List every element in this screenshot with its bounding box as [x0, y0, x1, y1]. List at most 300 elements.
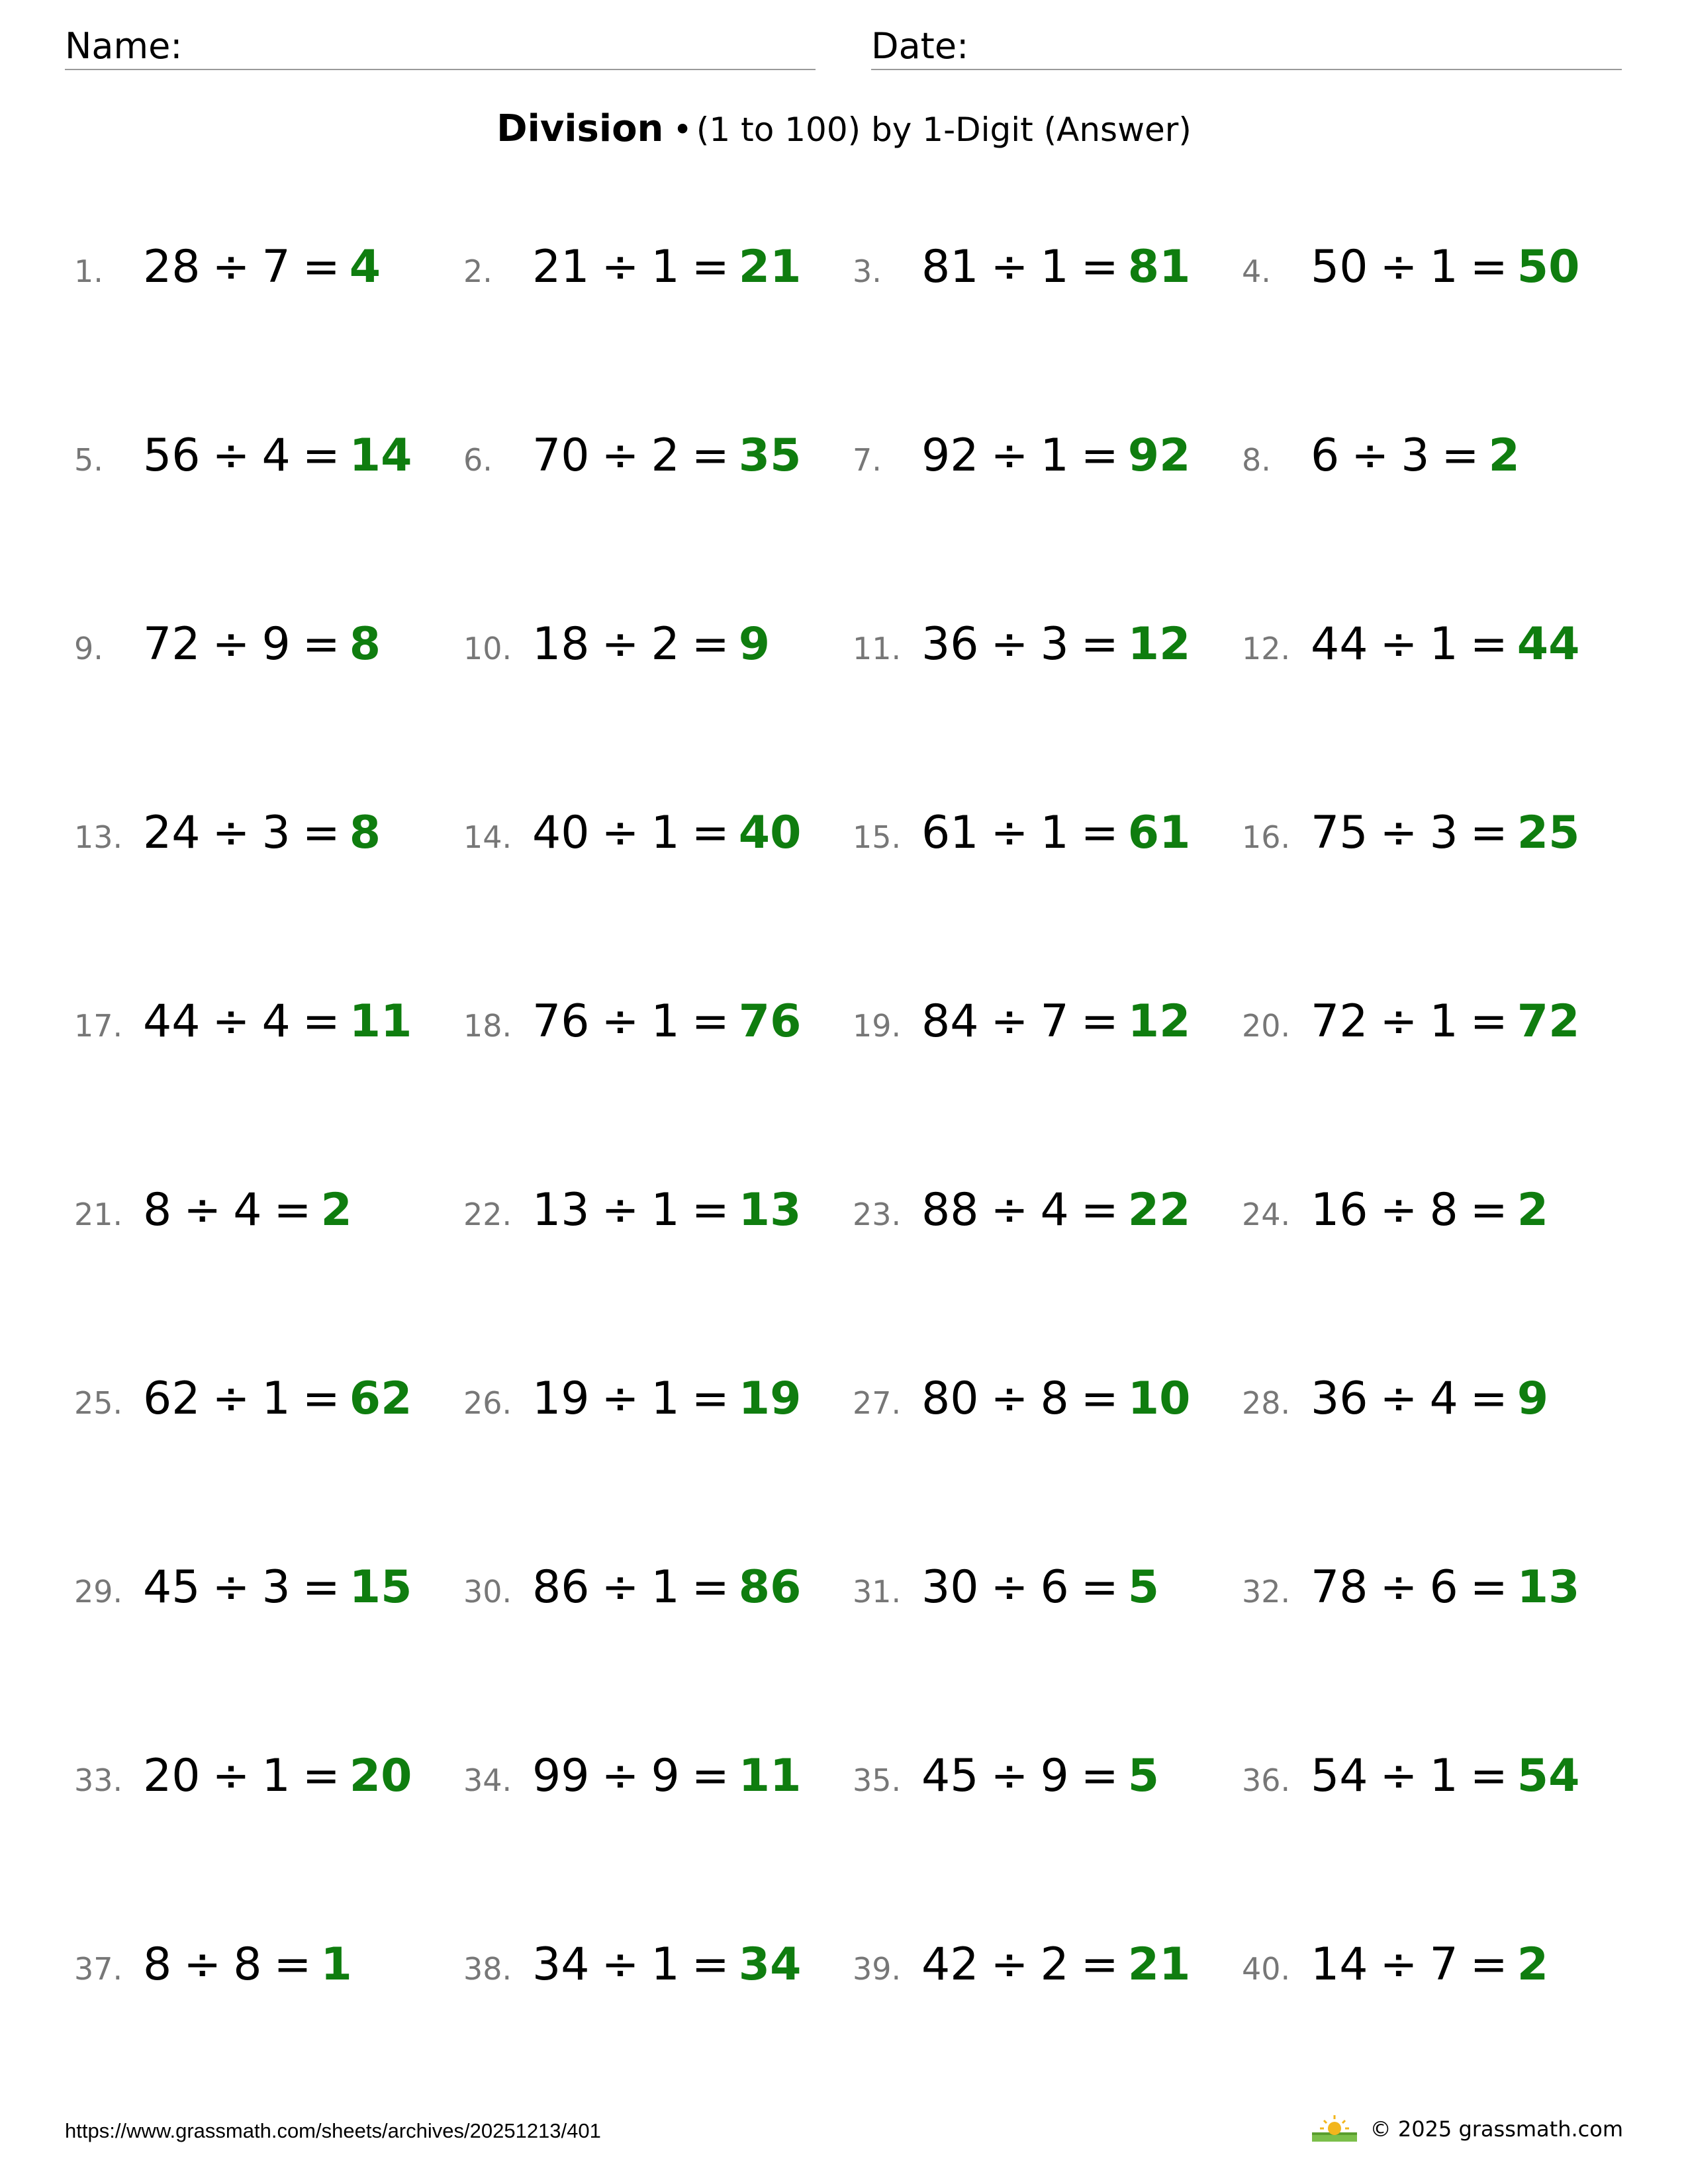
- problem-expression: [143, 618, 350, 670]
- problem-number: 18.: [463, 1008, 512, 1044]
- problem-item: [853, 995, 1242, 1101]
- divide-sign: ÷: [1351, 430, 1389, 482]
- answer: 2: [1488, 430, 1520, 482]
- divisor: 1: [261, 1750, 291, 1802]
- answer: 13: [1517, 1561, 1580, 1614]
- answer: 21: [1127, 1938, 1191, 1991]
- divide-sign: ÷: [1380, 1184, 1418, 1236]
- problem-expression: [532, 1750, 739, 1802]
- answer: 2: [1517, 1184, 1549, 1236]
- divisor: 4: [1040, 1184, 1069, 1236]
- problem-number: 9.: [74, 631, 103, 666]
- problem-item: [463, 618, 853, 724]
- answer: 92: [1127, 430, 1191, 482]
- answer: 1: [320, 1938, 352, 1991]
- equals-sign: =: [302, 1750, 340, 1802]
- equals-sign: =: [691, 430, 729, 482]
- divisor: 9: [1040, 1750, 1069, 1802]
- dividend: 70: [532, 430, 590, 482]
- dividend: 50: [1311, 241, 1368, 293]
- problem-expression: [921, 1938, 1128, 1991]
- problem-item: [74, 1184, 463, 1290]
- problem-expression: [143, 1750, 350, 1802]
- divide-sign: ÷: [601, 1938, 639, 1991]
- divide-sign: ÷: [990, 241, 1029, 293]
- footer-branding: [1311, 2113, 1623, 2146]
- dividend: 45: [921, 1750, 979, 1802]
- divisor: 1: [261, 1373, 291, 1425]
- problem-number: 35.: [853, 1762, 902, 1798]
- divisor: 2: [651, 618, 680, 670]
- dividend: 61: [921, 807, 979, 859]
- answer: 72: [1517, 995, 1580, 1048]
- dividend: 78: [1311, 1561, 1368, 1614]
- divide-sign: ÷: [990, 807, 1029, 859]
- divisor: 3: [1429, 807, 1458, 859]
- problem-item: [1242, 1184, 1631, 1290]
- answer: 21: [738, 241, 802, 293]
- answer: 5: [1127, 1561, 1160, 1614]
- answer: 50: [1517, 241, 1580, 293]
- equals-sign: =: [1470, 1184, 1508, 1236]
- problem-item: [74, 995, 463, 1101]
- equals-sign: =: [691, 1373, 729, 1425]
- problem-number: 3.: [853, 253, 882, 289]
- divide-sign: ÷: [601, 807, 639, 859]
- divide-sign: ÷: [212, 618, 250, 670]
- problem-number: 2.: [463, 253, 492, 289]
- divide-sign: ÷: [212, 995, 250, 1048]
- dividend: 44: [143, 995, 201, 1048]
- equals-sign: =: [302, 807, 340, 859]
- problem-item: [1242, 430, 1631, 535]
- problem-number: 6.: [463, 442, 492, 478]
- answer: 9: [1517, 1373, 1549, 1425]
- answer: 9: [738, 618, 771, 670]
- problem-item: [1242, 1373, 1631, 1479]
- dividend: 30: [921, 1561, 979, 1614]
- divide-sign: ÷: [1380, 1750, 1418, 1802]
- title-bold: Division: [496, 107, 664, 150]
- equals-sign: =: [1470, 1750, 1508, 1802]
- problem-expression: [1311, 1750, 1517, 1802]
- problem-expression: [921, 1373, 1128, 1425]
- equals-sign: =: [691, 1561, 729, 1614]
- answer: 86: [738, 1561, 802, 1614]
- problem-item: [1242, 995, 1631, 1101]
- problem-item: [74, 1561, 463, 1667]
- dividend: 84: [921, 995, 979, 1048]
- problem-expression: [921, 430, 1128, 482]
- problem-number: 37.: [74, 1951, 123, 1987]
- problem-number: 4.: [1242, 253, 1271, 289]
- divide-sign: ÷: [183, 1184, 222, 1236]
- problem-item: [1242, 1938, 1631, 2044]
- equals-sign: =: [1470, 995, 1508, 1048]
- problem-item: [853, 1373, 1242, 1479]
- answer: 5: [1127, 1750, 1160, 1802]
- dividend: 19: [532, 1373, 590, 1425]
- problem-item: [74, 618, 463, 724]
- equals-sign: =: [691, 807, 729, 859]
- equals-sign: =: [302, 618, 340, 670]
- problem-item: [463, 807, 853, 913]
- equals-sign: =: [1080, 1373, 1119, 1425]
- answer: 4: [349, 241, 381, 293]
- dividend: 88: [921, 1184, 979, 1236]
- problem-number: 36.: [1242, 1762, 1291, 1798]
- dividend: 6: [1311, 430, 1340, 482]
- answer: 25: [1517, 807, 1580, 859]
- divide-sign: ÷: [601, 1750, 639, 1802]
- name-field[interactable]: [65, 24, 816, 70]
- divisor: 9: [651, 1750, 680, 1802]
- divisor: 7: [1040, 995, 1069, 1048]
- problem-item: [463, 1938, 853, 2044]
- divisor: 4: [261, 995, 291, 1048]
- answer: 76: [738, 995, 802, 1048]
- problem-item: [74, 1938, 463, 2044]
- divisor: 3: [1401, 430, 1430, 482]
- problem-item: [853, 1938, 1242, 2044]
- divisor: 1: [1429, 241, 1458, 293]
- equals-sign: =: [1080, 995, 1119, 1048]
- divisor: 2: [1040, 1938, 1069, 1991]
- problem-item: [463, 1184, 853, 1290]
- divisor: 1: [651, 1373, 680, 1425]
- dividend: 14: [1311, 1938, 1368, 1991]
- problem-item: [853, 1561, 1242, 1667]
- dividend: 36: [1311, 1373, 1368, 1425]
- dividend: 80: [921, 1373, 979, 1425]
- divisor: 6: [1040, 1561, 1069, 1614]
- dividend: 44: [1311, 618, 1368, 670]
- answer: 22: [1127, 1184, 1191, 1236]
- answer: 8: [349, 807, 381, 859]
- dividend: 62: [143, 1373, 201, 1425]
- problem-item: [74, 241, 463, 347]
- dividend: 20: [143, 1750, 201, 1802]
- equals-sign: =: [691, 241, 729, 293]
- equals-sign: =: [691, 995, 729, 1048]
- answer: 2: [320, 1184, 352, 1236]
- divide-sign: ÷: [1380, 1938, 1418, 1991]
- problem-number: 29.: [74, 1574, 123, 1610]
- divide-sign: ÷: [601, 995, 639, 1048]
- divisor: 1: [651, 995, 680, 1048]
- problem-expression: [143, 1938, 321, 1991]
- divide-sign: ÷: [1380, 1373, 1418, 1425]
- divide-sign: ÷: [1380, 807, 1418, 859]
- problem-number: 40.: [1242, 1951, 1291, 1987]
- divide-sign: ÷: [212, 1561, 250, 1614]
- problem-expression: [532, 430, 739, 482]
- dividend: 42: [921, 1938, 979, 1991]
- equals-sign: =: [691, 1750, 729, 1802]
- dividend: 28: [143, 241, 201, 293]
- dividend: 75: [1311, 807, 1368, 859]
- divide-sign: ÷: [601, 430, 639, 482]
- problem-number: 7.: [853, 442, 882, 478]
- problem-number: 23.: [853, 1197, 902, 1232]
- divide-sign: ÷: [212, 807, 250, 859]
- footer-url[interactable]: https://www.grassmath.com/sheets/archives/20251213/401: [65, 2119, 601, 2142]
- divisor: 1: [1040, 241, 1069, 293]
- problem-item: [74, 1750, 463, 1856]
- problem-number: 24.: [1242, 1197, 1291, 1232]
- divide-sign: ÷: [1380, 241, 1418, 293]
- problem-expression: [921, 618, 1128, 670]
- divisor: 1: [651, 241, 680, 293]
- problem-number: 15.: [853, 819, 902, 855]
- dividend: 76: [532, 995, 590, 1048]
- dividend: 13: [532, 1184, 590, 1236]
- divide-sign: ÷: [183, 1938, 222, 1991]
- equals-sign: =: [1470, 1373, 1508, 1425]
- problem-expression: [1311, 241, 1517, 293]
- problem-number: 27.: [853, 1385, 902, 1421]
- problem-expression: [532, 1184, 739, 1236]
- problem-item: [853, 807, 1242, 913]
- sun-over-grass-icon: [1311, 2113, 1358, 2146]
- divide-sign: ÷: [212, 430, 250, 482]
- dividend: 21: [532, 241, 590, 293]
- problem-number: 26.: [463, 1385, 512, 1421]
- divisor: 1: [1040, 430, 1069, 482]
- dividend: 72: [143, 618, 201, 670]
- problem-number: 11.: [853, 631, 902, 666]
- divisor: 3: [1040, 618, 1069, 670]
- problem-expression: [921, 1561, 1128, 1614]
- dividend: 34: [532, 1938, 590, 1991]
- problem-expression: [143, 807, 350, 859]
- problem-item: [463, 241, 853, 347]
- problem-number: 8.: [1242, 442, 1271, 478]
- problem-item: [1242, 807, 1631, 913]
- divisor: 8: [1040, 1373, 1069, 1425]
- problem-item: [463, 1373, 853, 1479]
- problem-expression: [143, 430, 350, 482]
- equals-sign: =: [1470, 1561, 1508, 1614]
- problem-item: [1242, 241, 1631, 347]
- problem-expression: [532, 807, 739, 859]
- equals-sign: =: [1080, 241, 1119, 293]
- problem-item: [463, 1561, 853, 1667]
- divide-sign: ÷: [601, 241, 639, 293]
- equals-sign: =: [1470, 618, 1508, 670]
- problem-item: [463, 995, 853, 1101]
- problem-expression: [921, 1750, 1128, 1802]
- answer: 12: [1127, 995, 1191, 1048]
- problem-item: [463, 1750, 853, 1856]
- divisor: 1: [651, 1184, 680, 1236]
- problem-number: 39.: [853, 1951, 902, 1987]
- divisor: 8: [233, 1938, 262, 1991]
- problem-expression: [532, 618, 739, 670]
- problem-item: [1242, 618, 1631, 724]
- problem-number: 33.: [74, 1762, 123, 1798]
- divisor: 7: [261, 241, 291, 293]
- equals-sign: =: [1080, 1750, 1119, 1802]
- divide-sign: ÷: [990, 618, 1029, 670]
- problem-number: 10.: [463, 631, 512, 666]
- problem-item: [853, 430, 1242, 535]
- answer: 19: [738, 1373, 802, 1425]
- problem-expression: [532, 1938, 739, 1991]
- equals-sign: =: [1080, 1938, 1119, 1991]
- divide-sign: ÷: [212, 241, 250, 293]
- dividend: 99: [532, 1750, 590, 1802]
- answer: 62: [349, 1373, 412, 1425]
- answer: 20: [349, 1750, 412, 1802]
- divisor: 6: [1429, 1561, 1458, 1614]
- divisor: 1: [1429, 618, 1458, 670]
- answer: 2: [1517, 1938, 1549, 1991]
- divide-sign: ÷: [1380, 618, 1418, 670]
- equals-sign: =: [1080, 807, 1119, 859]
- divisor: 4: [233, 1184, 262, 1236]
- problem-item: [74, 430, 463, 535]
- answer: 54: [1517, 1750, 1580, 1802]
- problem-expression: [1311, 1373, 1517, 1425]
- equals-sign: =: [1080, 1561, 1119, 1614]
- equals-sign: =: [1441, 430, 1479, 482]
- problem-expression: [1311, 1938, 1517, 1991]
- equals-sign: =: [1080, 430, 1119, 482]
- divisor: 4: [261, 430, 291, 482]
- equals-sign: =: [691, 1184, 729, 1236]
- answer: 81: [1127, 241, 1191, 293]
- problem-number: 5.: [74, 442, 103, 478]
- divisor: 1: [651, 1561, 680, 1614]
- problem-number: 34.: [463, 1762, 512, 1798]
- answer: 13: [738, 1184, 802, 1236]
- problem-expression: [143, 1373, 350, 1425]
- answer: 40: [738, 807, 802, 859]
- divide-sign: ÷: [601, 1373, 639, 1425]
- dividend: 54: [1311, 1750, 1368, 1802]
- problem-expression: [1311, 995, 1517, 1048]
- answer: 8: [349, 618, 381, 670]
- equals-sign: =: [1080, 1184, 1119, 1236]
- divisor: 1: [1040, 807, 1069, 859]
- date-label: Date:: [871, 25, 969, 67]
- problem-number: 20.: [1242, 1008, 1291, 1044]
- answer: 14: [349, 430, 412, 482]
- problem-number: 21.: [74, 1197, 123, 1232]
- divisor: 1: [651, 807, 680, 859]
- problem-expression: [1311, 430, 1489, 482]
- equals-sign: =: [302, 241, 340, 293]
- divisor: 3: [261, 807, 291, 859]
- divide-sign: ÷: [990, 1373, 1029, 1425]
- problem-number: 13.: [74, 819, 123, 855]
- equals-sign: =: [1470, 241, 1508, 293]
- divisor: 3: [261, 1561, 291, 1614]
- problem-item: [1242, 1750, 1631, 1856]
- equals-sign: =: [302, 995, 340, 1048]
- problem-number: 14.: [463, 819, 512, 855]
- name-label: Name:: [65, 25, 183, 67]
- problem-number: 1.: [74, 253, 103, 289]
- dividend: 36: [921, 618, 979, 670]
- problem-item: [853, 1750, 1242, 1856]
- equals-sign: =: [273, 1184, 312, 1236]
- problem-item: [853, 618, 1242, 724]
- title-subtitle: (1 to 100) by 1-Digit (Answer): [696, 111, 1192, 149]
- dividend: 45: [143, 1561, 201, 1614]
- problem-grid: [74, 241, 1663, 2127]
- problem-number: 32.: [1242, 1574, 1291, 1610]
- problem-item: [463, 430, 853, 535]
- divisor: 1: [1429, 1750, 1458, 1802]
- problem-item: [853, 241, 1242, 347]
- divide-sign: ÷: [212, 1373, 250, 1425]
- problem-expression: [532, 1561, 739, 1614]
- divide-sign: ÷: [990, 430, 1029, 482]
- problem-number: 19.: [853, 1008, 902, 1044]
- answer: 12: [1127, 618, 1191, 670]
- divisor: 2: [651, 430, 680, 482]
- problem-expression: [921, 1184, 1128, 1236]
- answer: 11: [738, 1750, 802, 1802]
- dividend: 92: [921, 430, 979, 482]
- problem-expression: [921, 241, 1128, 293]
- divide-sign: ÷: [990, 995, 1029, 1048]
- problem-expression: [143, 1561, 350, 1614]
- problem-item: [74, 1373, 463, 1479]
- divide-sign: ÷: [601, 618, 639, 670]
- dividend: 24: [143, 807, 201, 859]
- equals-sign: =: [691, 618, 729, 670]
- divisor: 9: [261, 618, 291, 670]
- problem-number: 22.: [463, 1197, 512, 1232]
- answer: 61: [1127, 807, 1191, 859]
- problem-number: 28.: [1242, 1385, 1291, 1421]
- problem-expression: [1311, 618, 1517, 670]
- equals-sign: =: [691, 1938, 729, 1991]
- divide-sign: ÷: [601, 1561, 639, 1614]
- answer: 11: [349, 995, 412, 1048]
- equals-sign: =: [273, 1938, 312, 1991]
- problem-expression: [532, 1373, 739, 1425]
- dividend: 8: [143, 1184, 172, 1236]
- date-field[interactable]: [871, 24, 1622, 70]
- dividend: 40: [532, 807, 590, 859]
- problem-number: 17.: [74, 1008, 123, 1044]
- equals-sign: =: [302, 430, 340, 482]
- problem-expression: [532, 995, 739, 1048]
- divide-sign: ÷: [212, 1750, 250, 1802]
- divisor: 1: [1429, 995, 1458, 1048]
- dividend: 16: [1311, 1184, 1368, 1236]
- divide-sign: ÷: [990, 1184, 1029, 1236]
- divisor: 7: [1429, 1938, 1458, 1991]
- problem-expression: [1311, 1561, 1517, 1614]
- equals-sign: =: [302, 1561, 340, 1614]
- answer: 15: [349, 1561, 412, 1614]
- divisor: 8: [1429, 1184, 1458, 1236]
- problem-number: 12.: [1242, 631, 1291, 666]
- problem-number: 16.: [1242, 819, 1291, 855]
- problem-expression: [143, 241, 350, 293]
- divisor: 1: [651, 1938, 680, 1991]
- dividend: 81: [921, 241, 979, 293]
- divide-sign: ÷: [1380, 1561, 1418, 1614]
- answer: 35: [738, 430, 802, 482]
- divide-sign: ÷: [1380, 995, 1418, 1048]
- problem-item: [1242, 1561, 1631, 1667]
